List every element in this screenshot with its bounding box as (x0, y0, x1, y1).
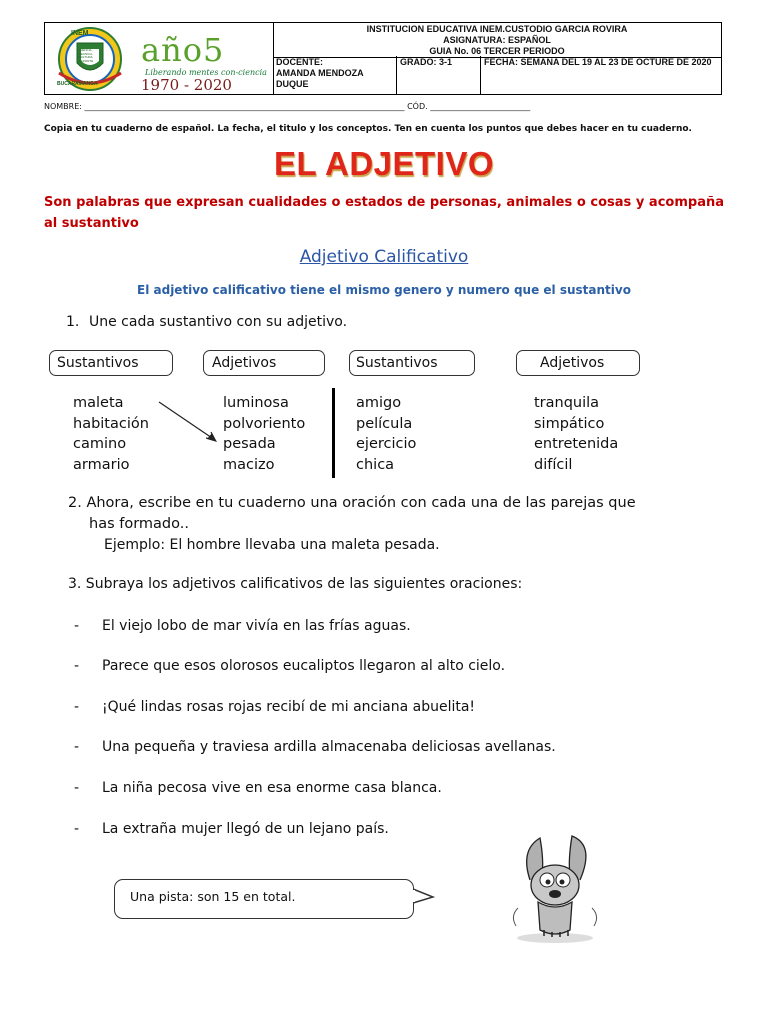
sentence: Una pequeña y traviesa ardilla almacenaba deliciosas avellanas. (102, 739, 556, 755)
header-info-row (273, 56, 721, 94)
teacher-label: DOCENTE: (276, 57, 323, 67)
date-cell (481, 56, 721, 94)
exercise2-line2: has formado.. (89, 516, 189, 532)
logo-tagline: Liberando mentes con-ciencia (145, 68, 267, 77)
list-item: chica (356, 456, 395, 473)
bullet: - (74, 618, 80, 634)
list-item: simpático (534, 415, 605, 432)
list-item: tranquila (534, 395, 600, 411)
exercise3-text: 3. Subraya los adjetivos calificativos de las siguientes oraciones: (68, 576, 523, 592)
list-item: amigo (356, 395, 402, 411)
header-chip-adjetivos-2: Adjetivos (516, 350, 640, 376)
shield-motto: CIENCIA, TECNICA, CULTURA, DEPORTE (78, 48, 94, 63)
instructions: Copia en tu cuaderno de español. La fecha, el titulo y los conceptos. Ten en cuenta los puntos que debes hacer en tu cuaderno. (44, 124, 692, 134)
list-item: polvoriento (223, 415, 306, 432)
list-item: entretenida (534, 436, 619, 452)
list-item: ejercicio (356, 436, 417, 452)
column-sustantivos-2 (356, 393, 416, 475)
guide-name: GUIA No. 06 TERCER PERIODO (429, 46, 565, 56)
subtitle: Adjetivo Calificativo (299, 247, 469, 267)
hint-box: Una pista: son 15 en total. (114, 879, 414, 919)
bullet: - (74, 699, 80, 715)
list-item: película (356, 415, 413, 432)
column-adjetivos-1 (223, 393, 305, 475)
list-item: pesada (223, 436, 276, 452)
header-table (44, 22, 722, 95)
list-item: armario (73, 456, 130, 473)
shield-city: BUCARAMANGA (57, 81, 98, 87)
institution-name: INSTITUCION EDUCATIVA INEM.CUSTODIO GARCIA ROVIRA (366, 24, 628, 34)
date-value: FECHA: SEMANA DEL 19 AL 23 DE OCTURE DE 2020 (484, 57, 712, 67)
header-chip-sustantivos-2: Sustantivos (349, 350, 475, 376)
sentence: El viejo lobo de mar vivía en las frías aguas. (102, 618, 411, 634)
teacher-cell (273, 56, 397, 94)
concept-text: El adjetivo calificativo tiene el mismo genero y numero que el sustantivo (137, 283, 631, 297)
bullet: - (74, 658, 80, 674)
column-sustantivos-1 (73, 393, 149, 475)
list-item: difícil (534, 456, 573, 473)
exercise2-example: Ejemplo: El hombre llevaba una maleta pesada. (104, 537, 440, 553)
list-item: macizo (223, 456, 275, 473)
arrow-icon (155, 398, 225, 448)
list-item: luminosa (223, 395, 289, 411)
sentence: La extraña mujer llegó de un lejano país. (102, 821, 389, 837)
list-item: habitación (73, 415, 149, 432)
header-title-row (273, 23, 721, 58)
sentence: Parece que esos olorosos eucaliptos llegaron al alto cielo. (102, 658, 506, 674)
grade-cell (397, 56, 481, 94)
logo-years: 1970 - 2020 (141, 76, 232, 94)
bullet: - (74, 821, 80, 837)
list-item: maleta (73, 395, 124, 411)
definition: Son palabras que expresan cualidades o estados de personas, animales o cosas y acompaña al sustantivo (44, 195, 724, 231)
shield-text: INEM (71, 30, 89, 37)
teacher-name: AMANDA MENDOZA DUQUE (276, 68, 364, 89)
sentence: ¡Qué lindas rosas rojas recibí de mi anciana abuelita! (102, 699, 476, 715)
bullet: - (74, 739, 80, 755)
anos-logo-text: año5 (141, 31, 225, 69)
column-divider (332, 388, 335, 478)
logo-cell (45, 23, 274, 94)
exercise1-text: Une cada sustantivo con su adjetivo. (89, 314, 348, 330)
bullet: - (74, 780, 80, 796)
list-item: camino (73, 436, 127, 452)
student-name-line: NOMBRE: ________________________________________________________________________________ CÓD. _________________________ (44, 102, 531, 111)
speech-tail-icon (405, 883, 435, 909)
exercise2-line1: 2. Ahora, escribe en tu cuaderno una oración con cada una de las parejas que (68, 495, 636, 511)
sentence: La niña pecosa vive en esa enorme casa blanca. (102, 780, 442, 796)
header-chip-sustantivos-1: Sustantivos (49, 350, 173, 376)
header-chip-adjetivos-1: Adjetivos (203, 350, 325, 376)
page-title: EL ADJETIVO (273, 145, 495, 182)
column-adjetivos-2 (534, 393, 618, 475)
subject-name: ASIGNATURA: ESPAÑOL (443, 35, 551, 45)
exercise1-number: 1. (66, 314, 80, 330)
dog-illustration-icon (500, 830, 610, 945)
grade-value: GRADO: 3-1 (400, 57, 453, 67)
